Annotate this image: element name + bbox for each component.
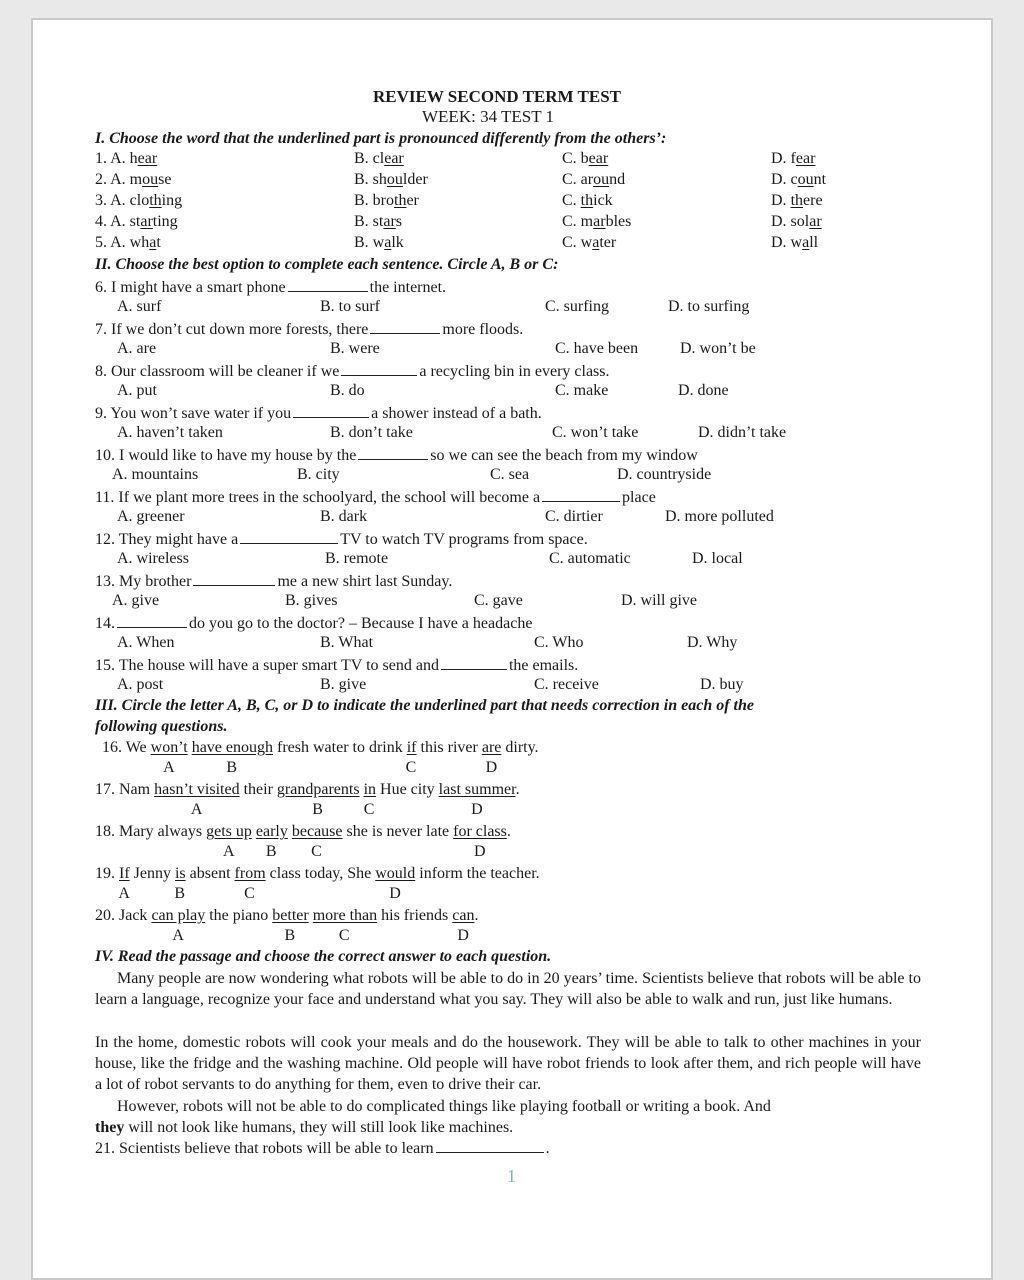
option-text: lk <box>391 234 404 251</box>
question-text: 10. I would like to have my house by the <box>95 447 357 464</box>
option-text: C. ar <box>562 171 594 188</box>
option-c[interactable]: C. gave <box>474 592 523 609</box>
option-c[interactable]: C. dirtier <box>545 508 603 525</box>
underlined-part-b[interactable]: early <box>255 823 288 840</box>
underlined-part: ear <box>384 150 404 167</box>
correction-letter-c: C <box>363 801 375 818</box>
option-text: h <box>129 150 138 167</box>
option-text: ll <box>809 234 819 251</box>
option-text: s <box>395 213 403 230</box>
sentence-text: fresh water to drink <box>273 739 407 756</box>
option-c[interactable]: C. Who <box>534 634 584 651</box>
correction-letter-b: B <box>265 843 277 860</box>
underlined-part-a[interactable]: can play <box>151 907 206 924</box>
correction-letter-a: A <box>163 759 175 776</box>
option-c[interactable]: C. surfing <box>545 298 609 315</box>
option-b[interactable]: B. gives <box>285 592 338 609</box>
correction-letter-d: D <box>457 927 469 944</box>
passage-paragraph-3a: However, robots will not be able to do complicated things like playing football or writing a book. And <box>117 1098 771 1115</box>
section1-heading: I. Choose the word that the underlined part is pronounced differently from the others’: <box>95 130 667 147</box>
test-title: REVIEW SECOND TERM TEST <box>373 87 621 106</box>
option-d[interactable]: D. countryside <box>617 466 712 483</box>
question-number: 19. <box>95 865 119 882</box>
question-13 <box>95 571 452 591</box>
option-a[interactable]: A. mountains <box>112 466 199 483</box>
option-a[interactable] <box>95 192 182 210</box>
option-text: wh <box>129 234 150 251</box>
question-text: 14. <box>95 615 115 632</box>
correction-letter-d: D <box>474 843 486 860</box>
underlined-part-b[interactable]: better <box>272 907 309 924</box>
option-a[interactable]: A. surf <box>117 298 162 315</box>
sentence-text: inform the teacher. <box>415 865 540 882</box>
answer-blank[interactable] <box>542 487 620 502</box>
sentence-text: . <box>506 823 511 840</box>
option-text: ting <box>152 213 178 230</box>
option-text: ter <box>599 234 617 251</box>
question-number: 17. Nam <box>95 781 155 798</box>
option-text: B. st <box>354 213 384 230</box>
option-text: C. <box>562 192 581 209</box>
option-d[interactable] <box>771 150 815 168</box>
option-a[interactable]: A. greener <box>117 508 185 525</box>
option-b[interactable]: B. don’t take <box>330 424 413 441</box>
option-b[interactable]: B. dark <box>320 508 368 525</box>
test-subtitle: WEEK: 34 TEST 1 <box>422 107 555 126</box>
question-number: 4. A. <box>95 213 130 230</box>
option-c[interactable]: C. make <box>555 382 609 399</box>
question-text: 13. My brother <box>95 573 192 590</box>
option-b[interactable] <box>354 213 402 231</box>
question-text: 11. If we plant more trees in the schoolyard, the school will become a <box>95 489 541 506</box>
option-b[interactable]: B. to surf <box>320 298 380 315</box>
underlined-part: ou <box>593 171 610 188</box>
option-b[interactable]: B. What <box>320 634 374 651</box>
underlined-part-d[interactable]: can <box>452 907 475 924</box>
question-number: 20. Jack <box>95 907 152 924</box>
option-text: t <box>156 234 161 251</box>
question-7 <box>95 319 523 339</box>
option-a[interactable]: A. put <box>117 382 157 399</box>
underlined-part: ou <box>142 171 159 188</box>
option-b[interactable]: B. give <box>320 676 367 693</box>
section3-heading: III. Circle the letter A, B, C, or D to indicate the underlined part that needs correction in each of the <box>95 697 754 714</box>
question-text: more floods. <box>442 321 524 338</box>
option-c[interactable]: C. receive <box>534 676 599 693</box>
underlined-part-a[interactable]: hasn’t visited <box>154 781 240 798</box>
option-c[interactable]: C. automatic <box>549 550 631 567</box>
question-text: 12. They might have a <box>95 531 239 548</box>
answer-blank[interactable] <box>117 613 187 628</box>
underlined-part-b[interactable]: is <box>174 865 186 882</box>
sentence-text: she is never late <box>342 823 454 840</box>
option-text: C. w <box>562 234 593 251</box>
question-text: TV to watch TV programs from space. <box>340 531 588 548</box>
question-14 <box>95 613 532 633</box>
sentence-text: this river <box>416 739 482 756</box>
correction-letter-b: B <box>226 759 238 776</box>
question-16 <box>102 739 539 777</box>
option-d[interactable] <box>771 213 822 231</box>
option-text: nt <box>813 171 827 188</box>
underlined-part-a[interactable]: gets up <box>206 823 252 840</box>
question-text: a recycling bin in every class. <box>419 363 610 380</box>
question-9 <box>95 403 542 423</box>
underlined-part: ear <box>588 150 609 167</box>
option-text: se <box>158 171 172 188</box>
answer-blank[interactable] <box>193 571 275 586</box>
sentence-text: Hue city <box>376 781 439 798</box>
option-d[interactable]: D. done <box>678 382 729 399</box>
option-b[interactable]: B. remote <box>325 550 389 567</box>
underlined-part-d[interactable]: would <box>375 865 416 882</box>
underlined-part: ar <box>593 213 606 230</box>
option-b[interactable]: B. do <box>330 382 365 399</box>
option-text: clo <box>129 192 150 209</box>
passage-paragraph-3b: will not look like humans, they will still look like machines. <box>124 1119 514 1136</box>
option-text: D. w <box>771 234 803 251</box>
option-text: D. f <box>771 150 796 167</box>
option-b[interactable] <box>354 234 404 252</box>
answer-blank[interactable] <box>293 403 369 418</box>
passage-paragraph-1: Many people are now wondering what robots will be able to do in 20 years’ time. Scientists believe that robots will be able to learn a language, recognize your face and understand what you say. They will also be able to walk and run, just like humans. <box>95 970 921 1008</box>
option-a[interactable]: A. wireless <box>117 550 189 567</box>
underlined-part: ear <box>137 150 158 167</box>
underlined-part-b[interactable]: have enough <box>191 739 273 756</box>
option-d[interactable] <box>771 234 818 252</box>
option-text: lder <box>402 171 428 188</box>
question-17 <box>95 781 520 819</box>
option-c[interactable] <box>562 192 613 210</box>
option-text: C. b <box>562 150 589 167</box>
correction-letter-a: A <box>222 843 235 860</box>
option-d[interactable] <box>771 171 826 189</box>
answer-blank[interactable] <box>288 277 368 292</box>
underlined-part-c[interactable]: in <box>363 781 377 798</box>
question-text: do you go to the doctor? – Because I have a headache <box>189 615 533 632</box>
question-text: 15. The house will have a super smart TV to send and <box>95 657 439 674</box>
underlined-part: ar <box>140 213 153 230</box>
question-text: 7. If we don’t cut down more forests, there <box>95 321 369 338</box>
answer-blank[interactable] <box>358 445 428 460</box>
option-text: D. c <box>771 171 798 188</box>
option-text: m <box>129 171 143 188</box>
option-text: D. sol <box>771 213 810 230</box>
page-number: 1 <box>507 1166 516 1186</box>
question-20 <box>95 907 478 945</box>
passage-paragraph-2: In the home, domestic robots will cook your meals and do the housework. They will be able to talk to other machines in your house, like the fridge and the washing machine. Old people will have robot friends to look after them, and rich people will have a lot of robot servants to do anything for them, even to drive their car. <box>95 1034 921 1093</box>
option-text: D. <box>771 192 791 209</box>
answer-blank[interactable] <box>370 319 440 334</box>
option-text: B. bro <box>354 192 394 209</box>
underlined-part-a[interactable]: won’t <box>150 739 188 756</box>
question-number: 1. A. <box>95 150 130 167</box>
question-number: 3. A. <box>95 192 130 209</box>
underlined-part-c[interactable]: from <box>234 865 266 882</box>
sentence-text: Jenny <box>129 865 175 882</box>
option-a[interactable] <box>95 171 171 189</box>
sentence-text: the piano <box>205 907 273 924</box>
answer-blank[interactable] <box>240 529 338 544</box>
option-text: ick <box>593 192 613 209</box>
underlined-part: th <box>149 192 162 209</box>
answer-blank[interactable] <box>436 1138 544 1153</box>
option-d[interactable]: D. local <box>692 550 743 567</box>
question-text: place <box>622 489 656 506</box>
correction-letter-b: B <box>174 885 185 902</box>
correction-letter-b: B <box>312 801 323 818</box>
question-number: 16. We <box>102 739 151 756</box>
option-a[interactable]: A. When <box>117 634 175 651</box>
section4-heading: IV. Read the passage and choose the correct answer to each question. <box>95 948 552 965</box>
answer-blank[interactable] <box>441 655 507 670</box>
underlined-part-a[interactable]: If <box>119 865 130 882</box>
question-number: 18. Mary always <box>95 823 207 840</box>
correction-letter-b: B <box>284 927 296 944</box>
correction-letter-d: D <box>485 759 498 776</box>
option-b[interactable] <box>354 171 428 189</box>
option-text: ere <box>803 192 823 209</box>
question-18 <box>95 823 511 861</box>
option-c[interactable] <box>562 150 608 168</box>
correction-letter-c: C <box>244 885 255 902</box>
option-d[interactable]: D. Why <box>687 634 738 651</box>
underlined-part: a <box>384 234 392 251</box>
underlined-part: th <box>790 192 804 209</box>
sentence-text: their <box>239 781 277 798</box>
underlined-part-b[interactable]: grandparents <box>276 781 360 798</box>
underlined-part: th <box>580 192 594 209</box>
option-a[interactable]: A. are <box>117 340 157 357</box>
option-b[interactable]: B. were <box>330 340 380 357</box>
option-a[interactable]: A. haven’t taken <box>117 424 223 441</box>
question-text: a shower instead of a bath. <box>371 405 542 422</box>
option-text: B. cl <box>354 150 385 167</box>
option-text: st <box>129 213 141 230</box>
underlined-part: a <box>592 234 600 251</box>
sentence-text: his friends <box>377 907 453 924</box>
question-text: me a new shirt last Sunday. <box>277 573 453 590</box>
correction-letter-d: D <box>471 801 483 818</box>
question-text: 8. Our classroom will be cleaner if we <box>95 363 340 380</box>
option-c[interactable] <box>562 171 625 189</box>
underlined-part: a <box>802 234 810 251</box>
underlined-part: ou <box>386 171 403 188</box>
option-b[interactable] <box>354 150 404 168</box>
question-21 <box>95 1138 550 1158</box>
correction-letter-d: D <box>389 885 401 902</box>
underlined-part-d[interactable]: are <box>481 739 502 756</box>
option-d[interactable]: D. buy <box>700 676 744 693</box>
option-c[interactable]: C. have been <box>555 340 639 357</box>
section3-heading-line2: following questions. <box>95 718 228 735</box>
underlined-part-c[interactable]: if <box>406 739 417 756</box>
correction-letter-c: C <box>405 759 417 776</box>
passage-bold-word: they <box>95 1119 125 1136</box>
section2-heading: II. Choose the best option to complete each sentence. Circle A, B or C: <box>95 256 559 273</box>
sentence-text: absent <box>185 865 235 882</box>
underlined-part: ar <box>809 213 822 230</box>
question-12 <box>95 529 588 549</box>
correction-letter-c: C <box>311 843 322 860</box>
underlined-part-c[interactable]: because <box>291 823 343 840</box>
option-text: B. sh <box>354 171 387 188</box>
option-d[interactable] <box>771 192 823 210</box>
option-d[interactable]: D. didn’t take <box>698 424 787 441</box>
question-21-end: . <box>545 1140 550 1157</box>
option-c[interactable]: C. won’t take <box>552 424 639 441</box>
correction-letter-c: C <box>338 927 350 944</box>
question-11 <box>95 487 656 507</box>
question-21-text: 21. Scientists believe that robots will be able to learn <box>95 1140 434 1157</box>
option-text: er <box>406 192 419 209</box>
option-text: nd <box>609 171 626 188</box>
option-c[interactable] <box>562 213 631 231</box>
sentence-text: . <box>474 907 479 924</box>
question-8 <box>95 361 610 381</box>
option-a[interactable] <box>95 234 161 252</box>
option-text: bles <box>605 213 632 230</box>
option-text: B. w <box>354 234 385 251</box>
option-a[interactable] <box>95 150 157 168</box>
option-d[interactable]: D. to surfing <box>668 298 750 315</box>
option-text: ing <box>161 192 183 209</box>
option-a[interactable]: A. post <box>117 676 164 693</box>
option-text: C. m <box>562 213 594 230</box>
question-text: the emails. <box>508 657 579 674</box>
question-text: 9. You won’t save water if you <box>95 405 292 422</box>
question-19 <box>95 865 540 903</box>
underlined-part-d[interactable]: for class <box>453 823 507 840</box>
answer-blank[interactable] <box>341 361 417 376</box>
option-d[interactable]: D. more polluted <box>665 508 774 525</box>
correction-letter-a: A <box>118 885 130 902</box>
option-d[interactable]: D. won’t be <box>680 340 756 357</box>
question-text: so we can see the beach from my window <box>430 447 698 464</box>
underlined-part: ear <box>795 150 816 167</box>
option-c[interactable] <box>562 234 616 252</box>
sentence-text: . <box>515 781 520 798</box>
question-text: 6. I might have a smart phone <box>95 279 286 296</box>
passage-paragraph-3 <box>95 1096 921 1138</box>
correction-letter-a: A <box>190 801 203 818</box>
underlined-part: a <box>149 234 157 251</box>
sentence-text: class today, She <box>265 865 376 882</box>
option-b[interactable] <box>354 192 419 210</box>
question-6 <box>95 277 446 297</box>
question-15 <box>95 655 578 675</box>
option-a[interactable] <box>95 213 178 231</box>
underlined-part-c[interactable]: more than <box>312 907 378 924</box>
option-a[interactable]: A. give <box>112 592 160 609</box>
option-d[interactable]: D. will give <box>621 592 697 609</box>
question-number: 2. A. <box>95 171 130 188</box>
underlined-part: ar <box>383 213 396 230</box>
question-text: the internet. <box>369 279 447 296</box>
underlined-part-d[interactable]: last summer <box>438 781 516 798</box>
correction-letter-a: A <box>172 927 184 944</box>
sentence-text: dirty. <box>501 739 539 756</box>
option-b[interactable]: B. city <box>297 466 340 483</box>
option-c[interactable]: C. sea <box>490 466 530 483</box>
underlined-part: ou <box>797 171 814 188</box>
question-10 <box>95 445 698 465</box>
question-number: 5. A. <box>95 234 130 251</box>
underlined-part: th <box>394 192 407 209</box>
